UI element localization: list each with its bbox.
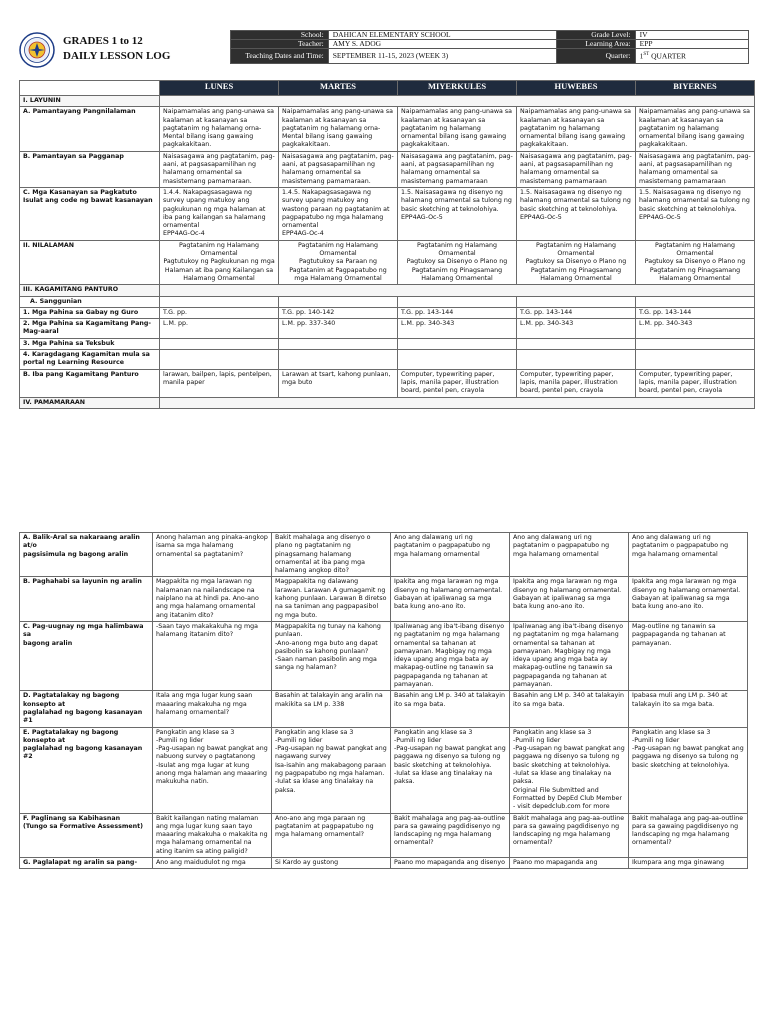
section-fill [160,285,755,296]
row-label: B. Paghahabi sa layunin ng aralin [20,577,153,621]
cell-huwebes [517,350,636,370]
cell-miyerkules: Bakit mahalaga ang pag-aa-outline para sa gawaing pagdidisenyo ng landscaping ng mga halamang ornamental? [391,813,510,857]
school-value: DAHICAN ELEMENTARY SCHOOL [328,31,556,40]
row-label: C. Mga Kasanayan sa Pagkatuto Isulat ang code ng bawat kasanayan [20,187,160,240]
row-label: 3. Mga Pahina sa Teksbuk [20,338,160,349]
lesson-log-table-bottom [19,532,748,869]
cell-huwebes: Ipaliwanag ang iba't-ibang disenyo ng pagtatanim ng mga halamang ornamental sa tahanan at pamayanan. Magbigay ng mga ideya upang ang mga bata ay makapag-outline ng tanawin sa pagpapaganda ng tahanan at pamayanan. [510,621,629,690]
cell-miyerkules: Ano ang dalawang uri ng pagtatanim o pagpapatubo ng mga halamang ornamental [391,533,510,577]
log-row [20,533,748,577]
row-label: I. LAYUNIN [20,96,160,107]
cell-biyernes [636,350,755,370]
cell-huwebes: Pagtatanim ng Halamang Ornamental Pagtukoy sa Disenyo o Plano ng Pagtatanim ng Pinagsamang Halamang Ornamental [517,240,636,284]
cell-martes: Magpapakita ng dalawang larawan. Larawan A gumagamit ng kahong punlaan. Larawan B diretso na sa taniman ang pagpapasibol ng mga buto. [272,577,391,621]
cell-biyernes: Ipakita ang mga larawan ng mga disenyo ng halamang ornamental. Gabayan at ipaliwanag sa mga bata kung ano-ano ito. [629,577,748,621]
row-label: B. Pamantayan sa Pagganap [20,151,160,187]
cell-lunes: Pangkatin ang klase sa 3 -Pumili ng lider -Pag-usapan ng bawat pangkat ang nabuong survey o pagtatanong -Isulat ang mga lugar at kung anong mga halaman ang maaaring makukuha natin. [153,727,272,813]
log-row [20,151,755,187]
row-label: D. Pagtatalakay ng bagong konsepto at paglalahad ng bagong kasanayan #1 [20,691,153,727]
area-label: Learning Area: [556,40,635,49]
cell-huwebes: Ipakita ang mga larawan ng mga disenyo ng halamang ornamental. Gabayan at ipaliwanag sa mga bata kung ano-ano ito. [510,577,629,621]
cell-lunes [160,350,279,370]
cell-lunes: 1.4.4. Nakapagsasagawa ng survey upang matukoy ang pagkukunan ng mga halaman at iba pang kailangan sa halamang ornamental EPP4AG-Oc-4 [160,187,279,240]
row-label: C. Pag-uugnay ng mga halimbawa sa bagong aralin [20,621,153,690]
cell-huwebes: Basahin ang LM p. 340 at talakayin ito sa mga bata. [510,691,629,727]
cell-martes: Ano-ano ang mga paraan ng pagtatanim at pagpapatubo ng mga halamang ornamental? [272,813,391,857]
cell-biyernes: Ano ang dalawang uri ng pagtatanim o pagpapatubo ng mga halamang ornamental [629,533,748,577]
log-row [20,319,755,339]
cell-huwebes: L.M. pp. 340-343 [517,319,636,339]
quarter-value [635,49,748,64]
row-label: B. Iba pang Kagamitang Panturo [20,369,160,397]
cell-miyerkules: Naipamamalas ang pang-unawa sa kaalaman at kasanayan sa pagtatanim ng halamang ornamental bilang isang gawaing pagkakakitaan. [398,107,517,151]
row-label: 2. Mga Pahina sa Kagamitang Pang- Mag-aaral [20,319,160,339]
row-label: III. KAGAMITANG PANTURO [20,285,160,296]
cell-miyerkules: Basahin ang LM p. 340 at talakayin ito sa mga bata. [391,691,510,727]
cell-martes: Bakit mahalaga ang disenyo o plano ng pagtatanim ng pinagsamang halamang ornamental at iba pang mga halamang angkop dito? [272,533,391,577]
log-row [20,369,755,397]
cell-huwebes: Naipamamalas ang pang-unawa sa kaalaman at kasanayan sa pagtatanim ng halamang ornamental bilang isang gawaing pagkakakitaan. [517,107,636,151]
cell-biyernes: Mag-outline ng tanawin sa pagpapaganda ng tahanan at pamayanan. [629,621,748,690]
area-value: EPP [635,40,748,49]
cell-huwebes: 1.5. Naisasagawa ng disenyo ng halamang ornamental sa tulong ng basic sketching at teknolohiya. EPP4AG-Oc-5 [517,187,636,240]
cell-lunes [160,338,279,349]
cell-lunes: Naipamamalas ang pang-unawa sa kaalaman at kasanayan sa pagtatanim ng halamang orna- Mental bilang isang gawaing pagkakakitaan. [160,107,279,151]
cell-miyerkules: Naisasagawa ang pagtatanim, pag-aani, at pagsasapamilihan ng halamang ornamental sa masistemang pamamaraan [398,151,517,187]
cell-miyerkules: Ipaliwanag ang iba't-ibang disenyo ng pagtatanim ng mga halamang ornamental sa tahanan at pamayanan. Magbigay ng mga ideya upang ang mga bata ay makapag-outline ng tanawin sa pagpapaganda ng tahanan at pamayanan. [391,621,510,690]
quarter-suffix: ST [643,52,650,58]
cell-martes [279,338,398,349]
cell-biyernes: Ikumpara ang mga ginawang [629,857,748,868]
cell-martes [279,296,398,307]
cell-huwebes: Paano mo mapaganda ang [510,857,629,868]
cell-lunes: Itala ang mga lugar kung saan maaaring makakuha ng mga halamang ornamental? [153,691,272,727]
cell-lunes: Anong halaman ang pinaka-angkop isama sa mga halamang ornamental sa pagtatanim? [153,533,272,577]
row-label: A. Pamantayang Pangnilalaman [20,107,160,151]
day-header-huwebes: HUWEBES [517,81,636,96]
cell-martes: Basahin at talakayin ang aralin na makikita sa LM p. 338 [272,691,391,727]
cell-miyerkules: Computer, typewriting paper, lapis, manila paper, illustration board, pentel pen, crayola [398,369,517,397]
day-header-miyerkules: MIYERKULES [398,81,517,96]
cell-miyerkules: T.G. pp. 143-144 [398,307,517,318]
cell-miyerkules: Paano mo mapaganda ang disenyo [391,857,510,868]
cell-martes: Pangkatin ang klase sa 3 -Pumili ng lider -Pag-usapan ng bawat pangkat ang nagawang survey Isa-isahin ang makabagong paraan ng pagpapatubo ng mga halaman. -Iulat sa klase ang tinalakay na paksa. [272,727,391,813]
cell-lunes: Ano ang maidudulot ng mga [153,857,272,868]
log-row [20,107,755,151]
log-row [20,350,755,370]
log-row [20,285,755,296]
log-row [20,813,748,857]
cell-huwebes: Naisasagawa ang pagtatanim, pag-aani, at pagsasapamilihan ng halamang ornamental sa masistemang pamamaraan [517,151,636,187]
cell-martes: Pagtatanim ng Halamang Ornamental Pagtutukoy sa Paraan ng Pagtatanim at Pagpapatubo ng mga Halamang Ornamental [279,240,398,284]
row-label: A. Balik-Aral sa nakaraang aralin at/o pagsisimula ng bagong aralin [20,533,153,577]
cell-miyerkules: Pangkatin ang klase sa 3 -Pumili ng lider -Pag-usapan ng bawat pangkat ang paggawa ng disenyo sa tulong ng basic sketching at teknolohiya. -Iulat sa klase ang tinalakay na paksa. [391,727,510,813]
cell-biyernes: Pangkatin ang klase sa 3 -Pumili ng lider -Pag-usapan ng bawat pangkat ang paggawa ng disenyo sa tulong ng basic sketching at teknolohiya. [629,727,748,813]
dll-title [57,30,227,78]
cell-martes [279,350,398,370]
day-header-martes: MARTES [279,81,398,96]
cell-biyernes: T.G. pp. 143-144 [636,307,755,318]
grade-label: Grade Level: [556,31,635,40]
lesson-log-table-top [19,80,755,409]
cell-biyernes: Computer, typewriting paper, lapis, manila paper, illustration board, pentel pen, crayola [636,369,755,397]
cell-biyernes: Naisasagawa ang pagtatanim, pag-aani, at pagsasapamilihan ng halamang ornamental sa masistemang pamamaraan [636,151,755,187]
log-row [20,307,755,318]
quarter-number: 1 [639,51,644,61]
cell-lunes [160,296,279,307]
header-info-table [230,30,749,64]
day-header-lunes: LUNES [160,81,279,96]
cell-lunes: T.G. pp. [160,307,279,318]
cell-miyerkules [398,350,517,370]
log-row [20,338,755,349]
day-header-row [20,81,755,96]
cell-martes: Larawan at tsart, kahong punlaan, mga buto [279,369,398,397]
title-line-dll: DAILY LESSON LOG [63,50,171,62]
teacher-value: AMY S. ADOG [328,40,556,49]
cell-huwebes: Computer, typewriting paper, lapis, manila paper, illustration board, pentel pen, crayola [517,369,636,397]
cell-huwebes: T.G. pp. 143-144 [517,307,636,318]
cell-miyerkules: L.M. pp. 340-343 [398,319,517,339]
cell-miyerkules [398,338,517,349]
deped-seal-icon [19,32,55,68]
row-label: F. Paglinang sa Kabihasnan (Tungo sa Formative Assessment) [20,813,153,857]
row-label: G. Paglalapat ng aralin sa pang- [20,857,153,868]
cell-lunes: Pagtatanim ng Halamang Ornamental Pagtutukoy ng Pagkukunan ng mga Halaman at iba pang Kailangan sa Halamang Ornamental [160,240,279,284]
cell-biyernes: Naipamamalas ang pang-unawa sa kaalaman at kasanayan sa pagtatanim ng halamang ornamental bilang isang gawaing pagkakakitaan. [636,107,755,151]
cell-huwebes: Bakit mahalaga ang pag-aa-outline para sa gawaing pagdidisenyo ng landscaping ng mga halamang ornamental? [510,813,629,857]
log-row [20,727,748,813]
day-header-biyernes: BIYERNES [636,81,755,96]
cell-martes: T.G. pp. 140-142 [279,307,398,318]
cell-biyernes: L.M. pp. 340-343 [636,319,755,339]
cell-huwebes: Pangkatin ang klase sa 3 -Pumili ng lider -Pag-usapan ng bawat pangkat ang paggawa ng disenyo sa tulong ng basic sketching at teknolohiya. -Iulat sa klase ang tinalakay na paksa. Original File Submitted and Formatted by DepEd Club Member - visit depedclub.com for more [510,727,629,813]
section-fill [160,96,755,107]
row-label: IV. PAMAMARAAN [20,397,160,408]
cell-lunes: L.M. pp. [160,319,279,339]
cell-lunes: Magpakita ng mga larawan ng halamanan na nailandscape na naiplano na at hindi pa. Ano-ano ang mga halamang ornamental ang itatanim dito? [153,577,272,621]
cell-biyernes: 1.5. Naisasagawa ng disenyo ng halamang ornamental sa tulong ng basic sketching at teknolohiya. EPP4AG-Oc-5 [636,187,755,240]
cell-huwebes [517,338,636,349]
dates-value: SEPTEMBER 11-15, 2023 (WEEK 3) [328,49,556,64]
cell-biyernes [636,338,755,349]
log-row [20,187,755,240]
cell-miyerkules [398,296,517,307]
log-row [20,296,755,307]
cell-martes: Si Kardo ay gustong [272,857,391,868]
cell-biyernes [636,296,755,307]
dates-label: Teaching Dates and Time: [231,49,329,64]
cell-biyernes: Pagtatanim ng Halamang Ornamental Pagtukoy sa Disenyo o Plano ng Pagtatanim ng Pinagsamang Halamang Ornamental [636,240,755,284]
quarter-word: QUARTER [649,51,687,61]
title-line-grades: GRADES 1 to 12 [63,35,143,47]
row-label: 4. Karagdagang Kagamitan mula sa portal ng Learning Resource [20,350,160,370]
log-row [20,857,748,868]
grade-value: IV [635,31,748,40]
cell-martes: L.M. pp. 337-340 [279,319,398,339]
cell-huwebes [517,296,636,307]
row-label: II. NILALAMAN [20,240,160,284]
cell-lunes: -Saan tayo makakakuha ng mga halamang itatanim dito? [153,621,272,690]
cell-lunes: Naisasagawa ang pagtatanim, pag-aani, at pagsasapamilihan ng halamang ornamental sa masistemang pamamaraan. [160,151,279,187]
cell-martes: 1.4.5. Nakapagsasagawa ng survey upang matukoy ang wastong paraan ng pagtatanim at pagpapatubo ng mga halamang ornamental EPP4AG-Oc-4 [279,187,398,240]
cell-miyerkules: Ipakita ang mga larawan ng mga disenyo ng halamang ornamental. Gabayan at ipaliwanag sa mga bata kung ano-ano ito. [391,577,510,621]
cell-huwebes: Ano ang dalawang uri ng pagtatanim o pagpapatubo ng mga halamang ornamental [510,533,629,577]
teacher-label: Teacher: [231,40,329,49]
cell-martes: Naisasagawa ang pagtatanim, pag-aani, at pagsasapamilihan ng halamang ornamental sa masistemang pamamaraan. [279,151,398,187]
dll-header [19,30,749,74]
school-label: School: [231,31,329,40]
log-row [20,96,755,107]
cell-miyerkules: 1.5. Naisasagawa ng disenyo ng halamang ornamental sa tulong ng basic sketching at teknolohiya. EPP4AG-Oc-5 [398,187,517,240]
row-label: A. Sanggunian [20,296,160,307]
day-header-blank [20,81,160,96]
log-row [20,577,748,621]
log-row [20,621,748,690]
cell-miyerkules: Pagtatanim ng Halamang Ornamental Pagtukoy sa Disenyo o Plano ng Pagtatanim ng Pinagsamang Halamang Ornamental [398,240,517,284]
cell-martes: Naipamamalas ang pang-unawa sa kaalaman at kasanayan sa pagtatanim ng halamang orna- Mental bilang isang gawaing pagkakakitaan. [279,107,398,151]
row-label: 1. Mga Pahina sa Gabay ng Guro [20,307,160,318]
section-fill [160,397,755,408]
cell-biyernes: Ipabasa muli ang LM p. 340 at talakayin ito sa mga bata. [629,691,748,727]
row-label: E. Pagtatalakay ng bagong konsepto at paglalahad ng bagong kasanayan #2 [20,727,153,813]
cell-lunes: larawan, bailpen, lapis, pentelpen, manila paper [160,369,279,397]
cell-biyernes: Bakit mahalaga ang pag-aa-outline para sa gawaing pagdidisenyo ng landscaping ng mga halamang ornamental? [629,813,748,857]
log-row [20,397,755,408]
cell-lunes: Bakit kailangan nating malaman ang mga lugar kung saan tayo maaaring makakuha o makakita ng mga halamang ornamental na ating itanim sa ating paligid? [153,813,272,857]
cell-martes: Magpapakita ng tunay na kahong punlaan. -Ano-anong mga buto ang dapat pasibolin sa kahong punlaan? -Saan naman pasibolin ang mga sanga ng halaman? [272,621,391,690]
log-row [20,691,748,727]
log-row [20,240,755,284]
quarter-label: Quarter: [556,49,635,64]
